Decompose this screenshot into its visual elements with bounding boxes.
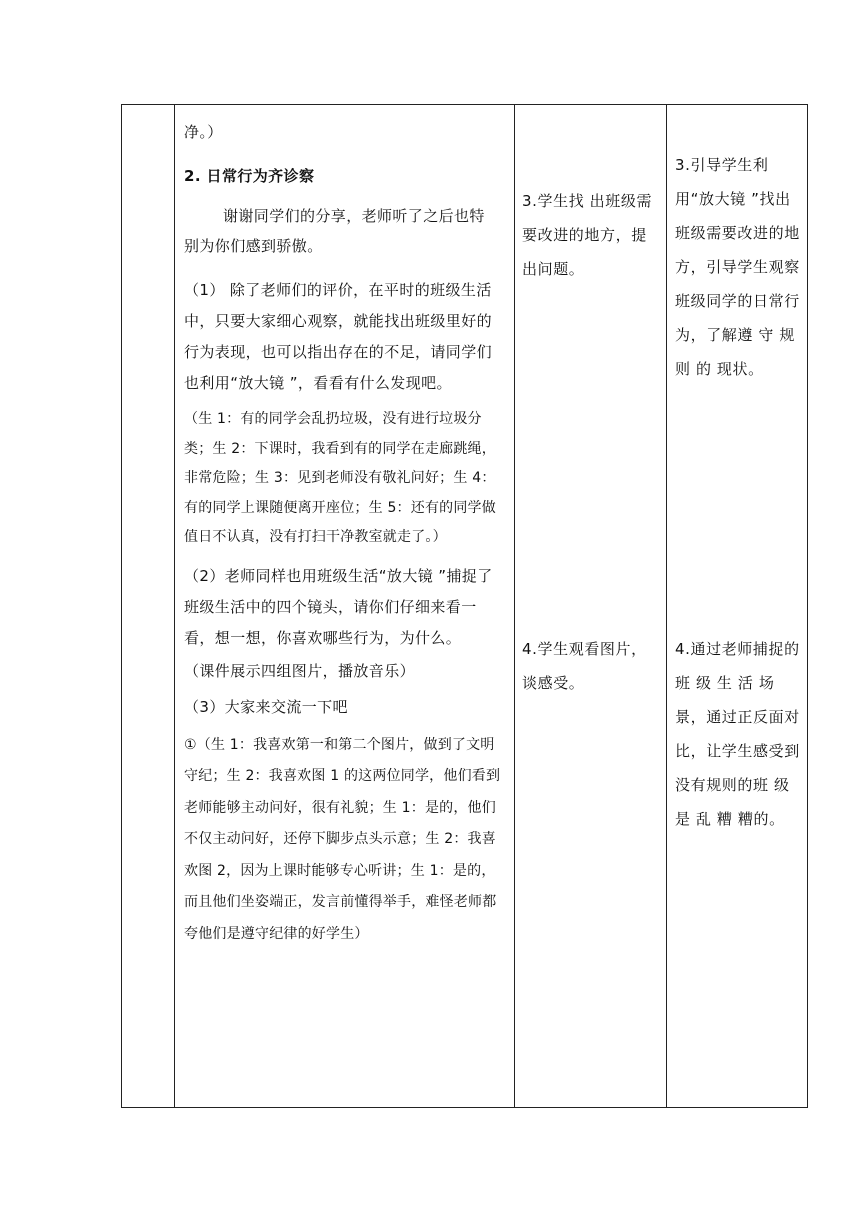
step-2-paragraph: （2）老师同样也用班级生活“放大镜 ”捕捉了班级生活中的四个镜头，请你们仔细来看一看，想一想，你喜欢哪些行为，为什么。: [184, 566, 493, 647]
step-2-note: （课件展示四组图片，播放音乐）: [184, 661, 416, 680]
step-3-heading: （3）大家来交流一下吧: [184, 697, 348, 716]
intro-paragraph: 谢谢同学们的分享，老师听了之后也特别为你们感到骄傲。: [184, 207, 485, 255]
step-1-answers: （生 1：有的同学会乱扔垃圾，没有进行垃圾分类；生 2：下课时，我看到有的同学在走廊跳绳，非常危险；生 3：见到老师没有敬礼问好；生 4：有的同学上课随便离开座位；生 5：还有的同学做值日不认真，没有打扫干净教室就走了。）: [184, 411, 496, 545]
student-activity-4: 4.学生观看图片，谈感受。: [522, 640, 647, 692]
student-activity-3: 3.学生找 出班级需要改进的地方，提出问题。: [522, 192, 653, 278]
continuation-text: 净。）: [184, 123, 223, 141]
design-intent-4: 4.通过老师捕捉的 班 级 生 活 场景，通过正反面对比，让学生感受到没有规则的班 级 是 乱 糟 糟的。: [675, 640, 800, 828]
student-activity-column: [514, 105, 666, 1107]
design-intent-3: 3.引导学生利用“放大镜 ”找出班级需要改进的地方，引导学生观察班级同学的日常行为，了解遵 守 规 则 的 现状。: [675, 156, 800, 378]
step-3-answers: ①（生 1：我喜欢第一和第二个图片，做到了文明守纪；生 2：我喜欢图 1 的这两位同学，他们看到老师能够主动问好，很有礼貌；生 1：是的，他们不仅主动问好，还停下脚步点头示意；生 2：我喜欢图 2，因为上课时能够专心听讲；生 1：是的，而且他们坐姿端正，发言前懂得举手，难怪老师都夸他们是遵守纪律的好学生）: [184, 736, 501, 942]
teaching-process-column: [174, 105, 514, 1107]
section-heading: 2. 日常行为齐诊察: [184, 167, 315, 185]
lesson-plan-table: [121, 104, 808, 1108]
step-1-paragraph: （1） 除了老师们的评价，在平时的班级生活中，只要大家细心观察，就能找出班级里好的行为表现，也可以指出存在的不足，请同学们也利用“放大镜 ”，看看有什么发现吧。: [184, 281, 493, 392]
stage-column: [122, 105, 174, 1107]
design-intent-column: [666, 105, 809, 1107]
